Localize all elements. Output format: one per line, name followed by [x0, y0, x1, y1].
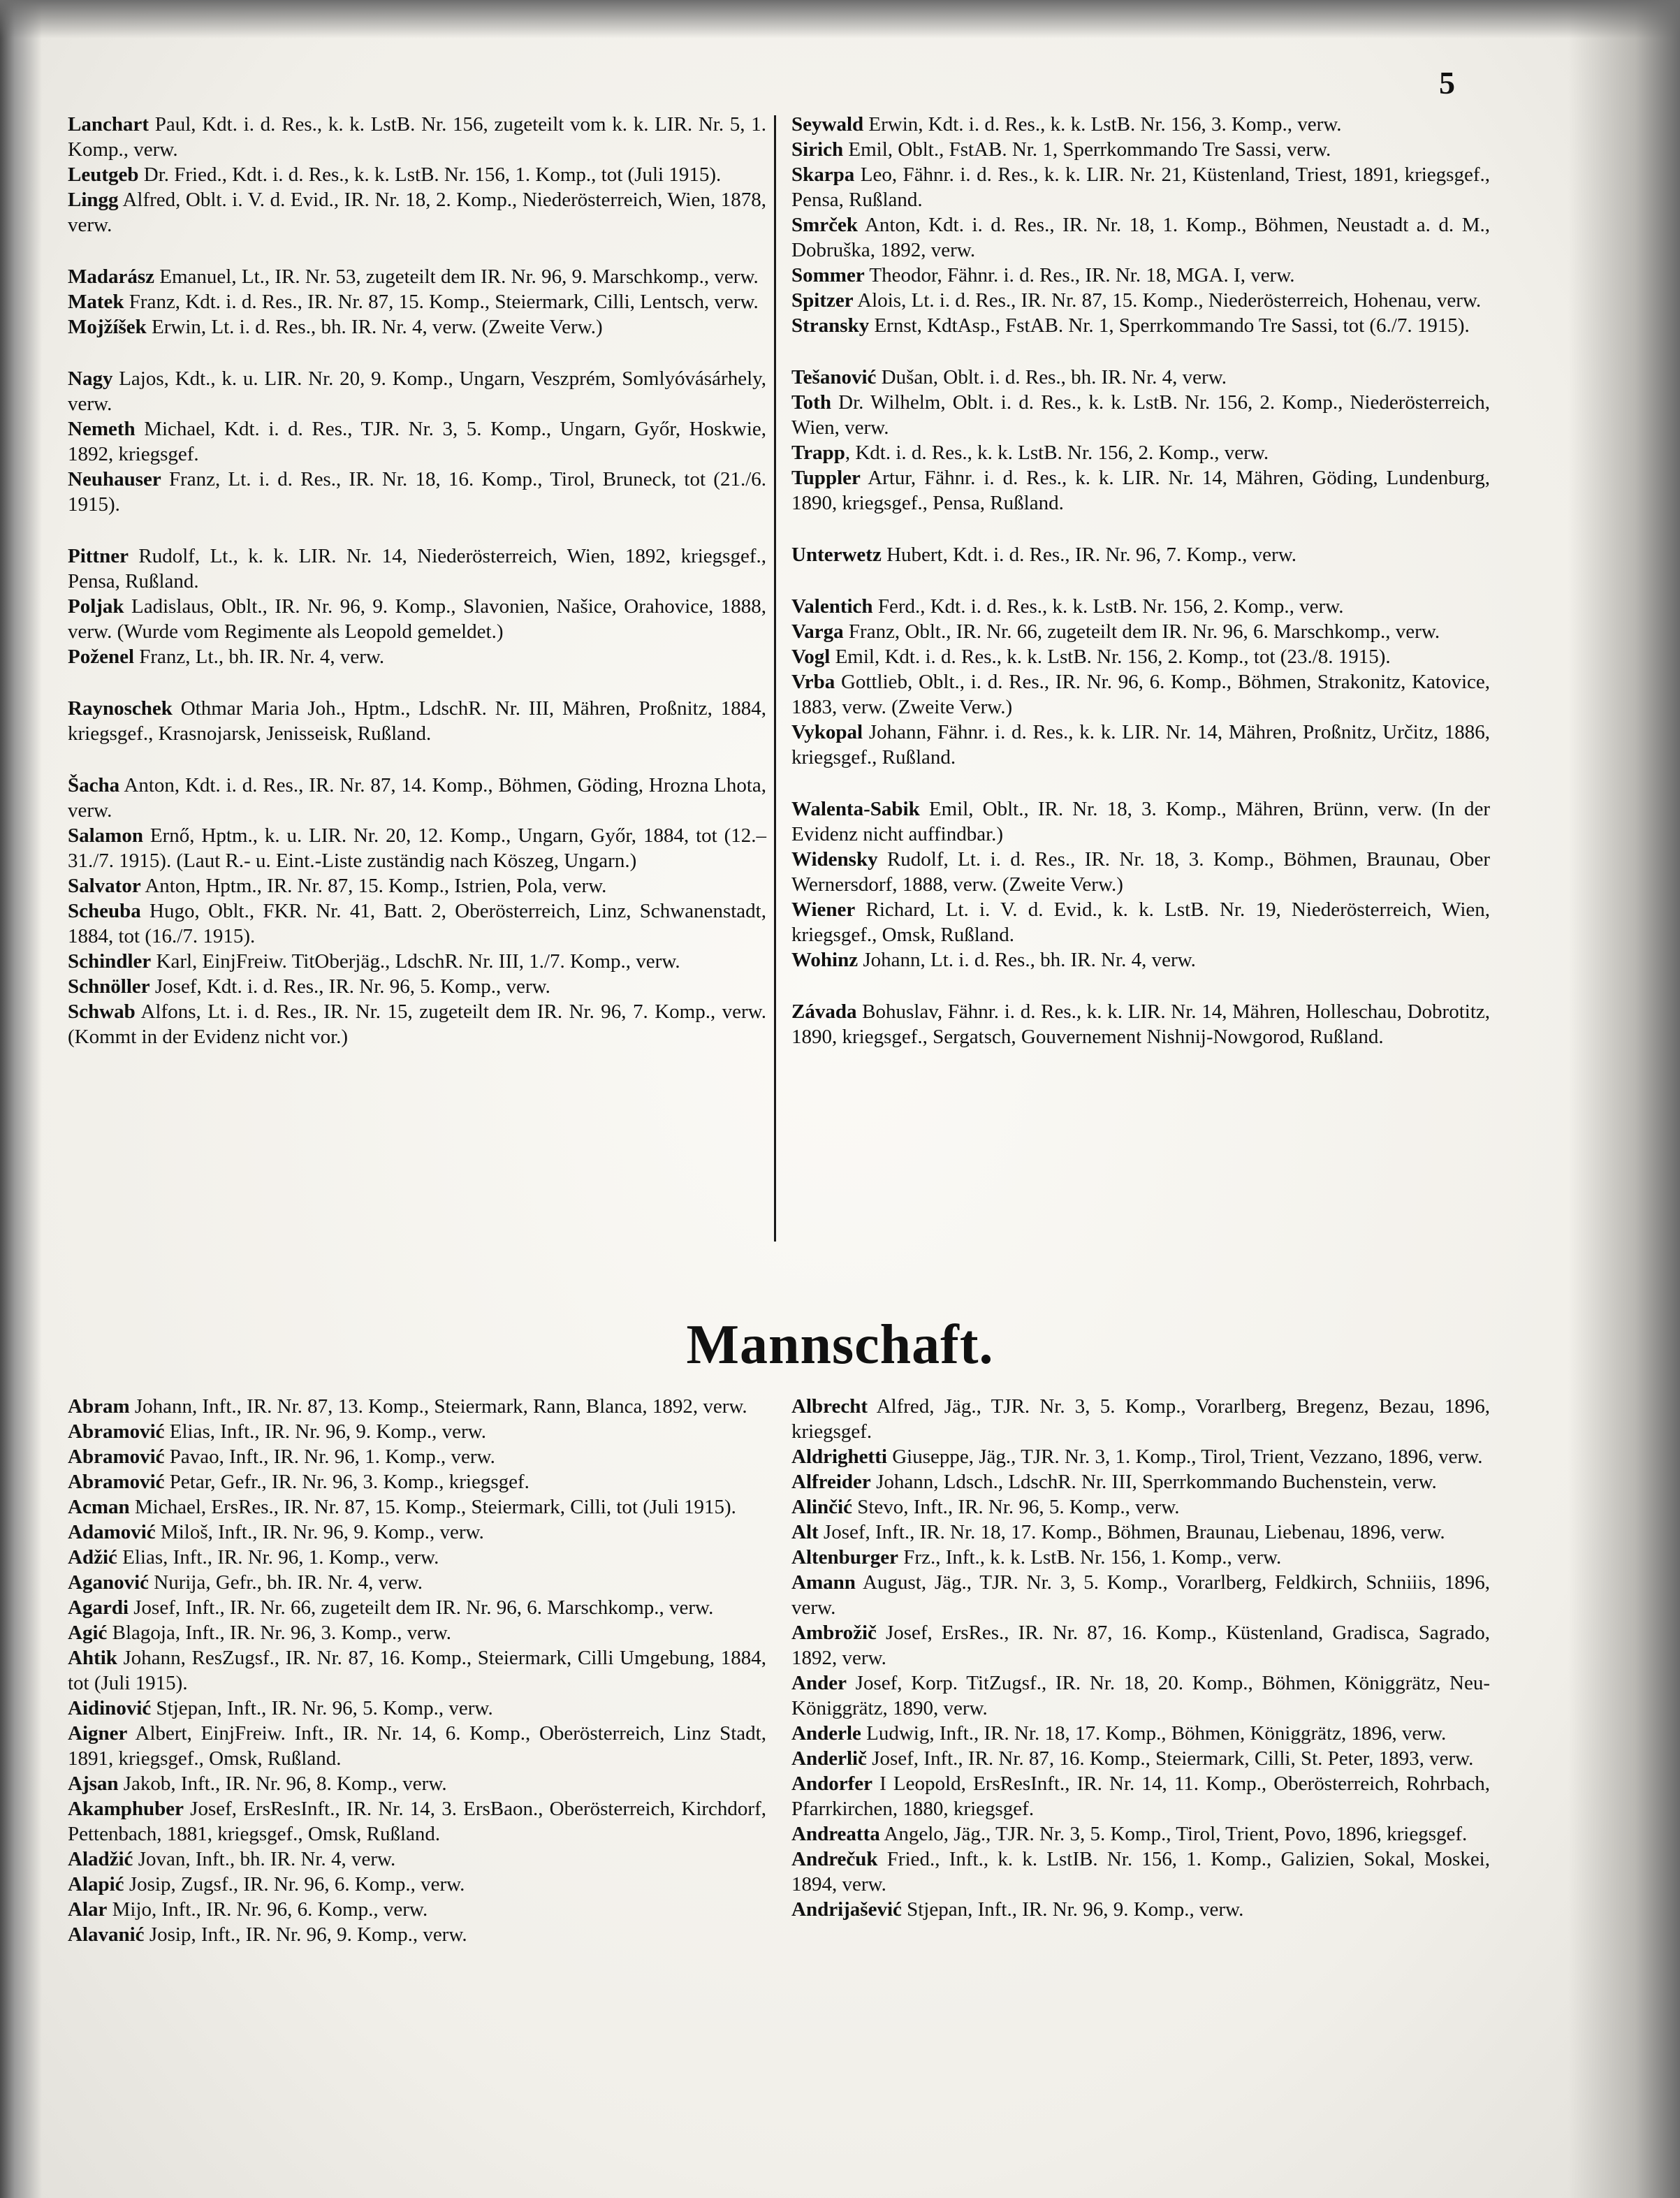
entry-surname: Ander — [791, 1672, 847, 1694]
entry-surname: Alt — [791, 1521, 819, 1543]
entry-details: Ernő, Hptm., k. u. LIR. Nr. 20, 12. Komp., Ungarn, Győr, 1884, tot (12.–31./7. 1915). (Laut R.- u. Eint.-Liste zuständig nach Köszeg, Ungarn.) — [68, 824, 766, 872]
roster-entry — [68, 1922, 766, 1947]
entry-surname: Andreatta — [791, 1823, 880, 1845]
entry-details: Josef, Inft., IR. Nr. 87, 16. Komp., Steiermark, Cilli, St. Peter, 1893, verw. — [866, 1747, 1474, 1770]
roster-entry — [68, 898, 766, 949]
entry-details: Erwin, Lt. i. d. Res., bh. IR. Nr. 4, verw. (Zweite Verw.) — [146, 316, 603, 338]
roster-entry — [791, 644, 1490, 669]
entry-details: Jovan, Inft., bh. IR. Nr. 4, verw. — [133, 1848, 396, 1870]
entry-surname: Wohinz — [791, 949, 859, 971]
roster-entry — [791, 162, 1490, 212]
entry-surname: Tešanović — [791, 366, 877, 388]
entry-surname: Aldrighetti — [791, 1446, 887, 1468]
entry-details: Josef, Kdt. i. d. Res., IR. Nr. 96, 5. Komp., verw. — [149, 975, 550, 998]
roster-entry — [68, 416, 766, 467]
entry-surname: Lingg — [68, 189, 119, 211]
roster-entry — [791, 1570, 1490, 1620]
entry-surname: Nagy — [68, 367, 113, 390]
scan-shadow-right — [1568, 0, 1680, 2198]
roster-entry — [791, 1897, 1490, 1922]
entry-details: Stjepan, Inft., IR. Nr. 96, 9. Komp., verw. — [901, 1898, 1244, 1921]
roster-entry — [68, 644, 766, 669]
entry-surname: Aladžić — [68, 1848, 133, 1870]
entry-details: Johann, Lt. i. d. Res., bh. IR. Nr. 4, verw. — [858, 949, 1196, 971]
roster-entry — [68, 873, 766, 898]
entry-details: Johann, Fähnr. i. d. Res., k. k. LIR. Nr. 14, Mähren, Proßnitz, Určitz, 1886, kriegsgef., Rußland. — [791, 721, 1490, 769]
entry-details: Michael, ErsRes., IR. Nr. 87, 15. Komp., Steiermark, Cilli, tot (Juli 1915). — [129, 1496, 736, 1518]
roster-entry — [791, 1671, 1490, 1721]
entry-details: Franz, Oblt., IR. Nr. 66, zugeteilt dem IR. Nr. 96, 6. Marschkomp., verw. — [843, 620, 1440, 643]
roster-entry — [68, 187, 766, 238]
roster-entry — [791, 1494, 1490, 1520]
roster-entry — [791, 263, 1490, 288]
entry-surname: Matek — [68, 291, 124, 313]
entry-surname: Salamon — [68, 824, 143, 847]
roster-entry — [791, 288, 1490, 313]
entry-details: Richard, Lt. i. V. d. Evid., k. k. LstB. Nr. 19, Niederösterreich, Wien, kriegsgef., Omsk, Rußland. — [791, 898, 1490, 946]
entry-surname: Andrijašević — [791, 1898, 902, 1921]
entry-details: Anton, Hptm., IR. Nr. 87, 15. Komp., Istrien, Pola, verw. — [140, 875, 607, 897]
roster-entry — [791, 1847, 1490, 1897]
entry-surname: Seywald — [791, 113, 864, 136]
entry-surname: Altenburger — [791, 1546, 899, 1569]
page-number: 5 — [1439, 65, 1455, 101]
roster-entry — [791, 390, 1490, 440]
entry-surname: Toth — [791, 391, 831, 414]
roster-entry — [791, 212, 1490, 263]
roster-entry — [791, 1620, 1490, 1671]
entry-surname: Anderle — [791, 1722, 861, 1745]
roster-entry — [791, 594, 1490, 619]
roster-entry — [68, 467, 766, 517]
roster-entry — [68, 1620, 766, 1645]
entry-details: Josef, Inft., IR. Nr. 66, zugeteilt dem IR. Nr. 96, 6. Marschkomp., verw. — [129, 1596, 714, 1619]
entry-surname: Abram — [68, 1395, 130, 1418]
officers-column-left — [68, 112, 766, 1049]
roster-entry — [791, 137, 1490, 162]
entry-details: Josef, Korp. TitZugsf., IR. Nr. 18, 20. Komp., Böhmen, Königgrätz, Neu-Königgrätz, 1890, verw. — [791, 1672, 1490, 1719]
roster-entry — [791, 313, 1490, 338]
scan-shadow-top — [0, 0, 1680, 38]
entry-details: Erwin, Kdt. i. d. Res., k. k. LstB. Nr. 156, 3. Komp., verw. — [863, 113, 1342, 136]
entry-surname: Acman — [68, 1496, 130, 1518]
entry-details: Franz, Lt., bh. IR. Nr. 4, verw. — [134, 646, 385, 668]
entry-surname: Andorfer — [791, 1773, 872, 1795]
entry-details: Emanuel, Lt., IR. Nr. 53, zugeteilt dem IR. Nr. 96, 9. Marschkomp., verw. — [154, 265, 759, 288]
entry-details: Pavao, Inft., IR. Nr. 96, 1. Komp., verw. — [164, 1446, 495, 1468]
entry-surname: Ambrožič — [791, 1622, 877, 1644]
entry-details: Artur, Fähnr. i. d. Res., k. k. LIR. Nr. 14, Mähren, Göding, Lundenburg, 1890, kriegsgef., Pensa, Rußland. — [791, 467, 1490, 514]
entry-surname: Scheuba — [68, 900, 141, 922]
entry-surname: Vykopal — [791, 721, 863, 743]
entry-details: Franz, Lt. i. d. Res., IR. Nr. 18, 16. Komp., Tirol, Bruneck, tot (21./6. 1915). — [68, 468, 766, 516]
entry-details: I Leopold, ErsResInft., IR. Nr. 14, 11. Komp., Oberösterreich, Rohrbach, Pfarrkirchen, 1880, kriegsgef. — [791, 1773, 1490, 1820]
roster-entry — [68, 1696, 766, 1721]
roster-entry — [68, 112, 766, 162]
entry-details: Emil, Oblt., FstAB. Nr. 1, Sperrkommando Tre Sassi, verw. — [843, 138, 1331, 161]
roster-entry — [68, 1545, 766, 1570]
roster-entry — [791, 1721, 1490, 1746]
roster-entry — [68, 773, 766, 823]
roster-entry — [68, 1520, 766, 1545]
entry-details: Stevo, Inft., IR. Nr. 96, 5. Komp., verw. — [852, 1496, 1180, 1518]
roster-entry — [791, 1444, 1490, 1469]
roster-entry — [68, 1645, 766, 1696]
entry-surname: Valentich — [791, 595, 873, 618]
entry-surname: Walenta-Sabik — [791, 798, 920, 820]
entry-surname: Alar — [68, 1898, 108, 1921]
roster-entry — [68, 1419, 766, 1444]
entry-details: Miloš, Inft., IR. Nr. 96, 9. Komp., verw. — [155, 1521, 484, 1543]
roster-entry — [791, 365, 1490, 390]
entry-surname: Wiener — [791, 898, 856, 921]
entry-surname: Poljak — [68, 595, 124, 618]
entry-details: Frz., Inft., k. k. LstB. Nr. 156, 1. Komp., verw. — [898, 1546, 1282, 1569]
entry-details: Johann, ResZugsf., IR. Nr. 87, 16. Komp., Steiermark, Cilli Umgebung, 1884, tot (Juli 1915). — [68, 1647, 766, 1694]
roster-entry — [791, 1394, 1490, 1444]
entry-surname: Stransky — [791, 314, 870, 337]
roster-entry — [791, 947, 1490, 973]
roster-entry — [68, 594, 766, 644]
entry-surname: Nemeth — [68, 418, 136, 440]
entry-surname: Aidinović — [68, 1697, 152, 1719]
entry-details: Paul, Kdt. i. d. Res., k. k. LstB. Nr. 156, zugeteilt vom k. k. LIR. Nr. 5, 1. Komp., verw. — [68, 113, 766, 161]
entry-details: Dr. Wilhelm, Oblt. i. d. Res., k. k. LstB. Nr. 156, 2. Komp., Niederösterreich, Wien, verw. — [791, 391, 1490, 439]
entry-details: Karl, EinjFreiw. TitOberjäg., LdschR. Nr. III, 1./7. Komp., verw. — [151, 950, 680, 973]
roster-entry — [791, 720, 1490, 770]
entry-details: Giuseppe, Jäg., TJR. Nr. 3, 1. Komp., Tirol, Trient, Vezzano, 1896, verw. — [886, 1446, 1483, 1468]
entry-surname: Sirich — [791, 138, 844, 161]
roster-entry — [68, 366, 766, 416]
entry-surname: Neuhauser — [68, 468, 161, 490]
enlisted-column-right — [791, 1394, 1490, 1922]
entry-details: Theodor, Fähnr. i. d. Res., IR. Nr. 18, MGA. I, verw. — [864, 264, 1295, 286]
roster-entry — [68, 264, 766, 289]
entry-surname: Amann — [791, 1571, 856, 1594]
entry-surname: Agardi — [68, 1596, 129, 1619]
entry-details: Petar, Gefr., IR. Nr. 96, 3. Komp., kriegsgef. — [164, 1471, 529, 1493]
scan-shadow-left — [0, 0, 42, 2198]
roster-entry — [791, 440, 1490, 465]
roster-entry — [791, 465, 1490, 516]
entry-surname: Schnöller — [68, 975, 150, 998]
roster-entry — [68, 314, 766, 340]
entry-surname: Aganović — [68, 1571, 149, 1594]
roster-entry — [791, 619, 1490, 644]
entry-surname: Abramović — [68, 1420, 165, 1443]
roster-entry — [791, 1746, 1490, 1771]
entry-surname: Mojžíšek — [68, 316, 147, 338]
roster-entry — [68, 1897, 766, 1922]
roster-entry — [68, 1796, 766, 1847]
roster-entry — [68, 1570, 766, 1595]
entry-details: Jakob, Inft., IR. Nr. 96, 8. Komp., verw. — [118, 1773, 447, 1795]
entry-details: Ferd., Kdt. i. d. Res., k. k. LstB. Nr. 156, 2. Komp., verw. — [872, 595, 1344, 618]
entry-surname: Albrecht — [791, 1395, 868, 1418]
entry-details: , Kdt. i. d. Res., k. k. LstB. Nr. 156, 2. Komp., verw. — [845, 442, 1269, 464]
entry-surname: Ahtik — [68, 1647, 117, 1669]
entry-details: Angelo, Jäg., TJR. Nr. 3, 5. Komp., Tirol, Trient, Povo, 1896, kriegsgef. — [879, 1823, 1468, 1845]
entry-surname: Pittner — [68, 545, 129, 567]
roster-entry — [791, 669, 1490, 720]
entry-details: Ludwig, Inft., IR. Nr. 18, 17. Komp., Böhmen, Königgrätz, 1896, verw. — [861, 1722, 1447, 1745]
entry-surname: Andrečuk — [791, 1848, 878, 1870]
entry-surname: Trapp — [791, 442, 845, 464]
roster-entry — [68, 1494, 766, 1520]
entry-surname: Skarpa — [791, 163, 855, 186]
entry-details: Josip, Zugsf., IR. Nr. 96, 6. Komp., verw. — [124, 1873, 465, 1895]
entry-details: Stjepan, Inft., IR. Nr. 96, 5. Komp., verw. — [151, 1697, 493, 1719]
entry-details: Anton, Kdt. i. d. Res., IR. Nr. 87, 14. Komp., Böhmen, Göding, Hrozna Lhota, verw. — [68, 774, 766, 822]
entry-surname: Agić — [68, 1622, 108, 1644]
entry-surname: Poženel — [68, 646, 135, 668]
entry-details: Elias, Inft., IR. Nr. 96, 1. Komp., verw. — [117, 1546, 439, 1569]
roster-entry — [791, 542, 1490, 567]
entry-surname: Schwab — [68, 1000, 136, 1023]
entry-surname: Alinčić — [791, 1496, 852, 1518]
roster-entry — [68, 823, 766, 873]
entry-surname: Alfreider — [791, 1471, 871, 1493]
roster-entry — [68, 544, 766, 594]
entry-details: Gottlieb, Oblt., i. d. Res., IR. Nr. 96, 6. Komp., Böhmen, Strakonitz, Katovice, 1883, verw. (Zweite Verw.) — [791, 671, 1490, 718]
entry-details: Johann, Ldsch., LdschR. Nr. III, Sperrkommando Buchenstein, verw. — [870, 1471, 1437, 1493]
entry-surname: Spitzer — [791, 289, 854, 312]
roster-entry — [791, 796, 1490, 847]
entry-details: Josef, ErsResInft., IR. Nr. 14, 3. ErsBaon., Oberösterreich, Kirchdorf, Pettenbach, 1881, kriegsgef., Omsk, Rußland. — [68, 1798, 766, 1845]
entry-details: Alois, Lt. i. d. Res., IR. Nr. 87, 15. Komp., Niederösterreich, Hohenau, verw. — [853, 289, 1482, 312]
entry-surname: Alavanić — [68, 1923, 145, 1946]
entry-surname: Adžić — [68, 1546, 117, 1569]
entry-details: Emil, Kdt. i. d. Res., k. k. LstB. Nr. 156, 2. Komp., tot (23./8. 1915). — [830, 646, 1391, 668]
section-heading: Mannschaft. — [686, 1314, 994, 1376]
roster-entry — [791, 1771, 1490, 1821]
entry-details: Michael, Kdt. i. d. Res., TJR. Nr. 3, 5. Komp., Ungarn, Győr, Hoskwie, 1892, kriegsgef. — [68, 418, 766, 465]
entry-details: Emil, Oblt., IR. Nr. 18, 3. Komp., Mähren, Brünn, verw. (In der Evidenz nicht auffindbar.) — [791, 798, 1490, 845]
entry-surname: Salvator — [68, 875, 141, 897]
entry-surname: Šacha — [68, 774, 120, 796]
entry-details: Hubert, Kdt. i. d. Res., IR. Nr. 96, 7. Komp., verw. — [881, 544, 1297, 566]
entry-surname: Unterwetz — [791, 544, 882, 566]
entry-details: Albert, EinjFreiw. Inft., IR. Nr. 14, 6. Komp., Oberösterreich, Linz Stadt, 1891, kriegsgef., Omsk, Rußland. — [68, 1722, 766, 1770]
entry-details: Blagoja, Inft., IR. Nr. 96, 3. Komp., verw. — [107, 1622, 452, 1644]
entry-details: Josef, Inft., IR. Nr. 18, 17. Komp., Böhmen, Braunau, Liebenau, 1896, verw. — [818, 1521, 1445, 1543]
roster-entry — [68, 1721, 766, 1771]
entry-details: Ladislaus, Oblt., IR. Nr. 96, 9. Komp., Slavonien, Našice, Orahovice, 1888, verw. (Wurde vom Regimente als Leopold gemeldet.) — [68, 595, 766, 643]
roster-entry — [791, 1469, 1490, 1494]
entry-surname: Raynoschek — [68, 697, 173, 720]
roster-entry — [68, 289, 766, 314]
entry-details: August, Jäg., TJR. Nr. 3, 5. Komp., Vorarlberg, Feldkirch, Schniiis, 1896, verw. — [791, 1571, 1490, 1619]
roster-entry — [791, 1545, 1490, 1570]
entry-surname: Leutgeb — [68, 163, 139, 186]
roster-entry — [791, 112, 1490, 137]
entry-details: Alfons, Lt. i. d. Res., IR. Nr. 15, zugeteilt dem IR. Nr. 96, 7. Komp., verw. (Kommt in der Evidenz nicht vor.) — [68, 1000, 766, 1048]
entry-details: Rudolf, Lt., k. k. LIR. Nr. 14, Niederösterreich, Wien, 1892, kriegsgef., Pensa, Rußland. — [68, 545, 766, 592]
entry-details: Elias, Inft., IR. Nr. 96, 9. Komp., verw. — [164, 1420, 486, 1443]
entry-surname: Varga — [791, 620, 844, 643]
entry-surname: Alapić — [68, 1873, 124, 1895]
entry-details: Bohuslav, Fähnr. i. d. Res., k. k. LIR. Nr. 14, Mähren, Holleschau, Dobrotitz, 1890, kriegsgef., Sergatsch, Gouvernement Nishnij-Nowgorod, Rußland. — [791, 1000, 1490, 1048]
roster-entry — [68, 1469, 766, 1494]
officers-column-right — [791, 112, 1490, 1049]
entry-details: Alfred, Jäg., TJR. Nr. 3, 5. Komp., Vorarlberg, Bregenz, Bezau, 1896, kriegsgef. — [791, 1395, 1490, 1443]
entry-details: Alfred, Oblt. i. V. d. Evid., IR. Nr. 18, 2. Komp., Niederösterreich, Wien, 1878, verw. — [68, 189, 766, 236]
entry-surname: Vogl — [791, 646, 831, 668]
roster-entry — [68, 696, 766, 746]
entry-details: Nurija, Gefr., bh. IR. Nr. 4, verw. — [149, 1571, 423, 1594]
column-divider — [774, 115, 776, 1242]
entry-surname: Madarász — [68, 265, 155, 288]
roster-entry — [68, 974, 766, 999]
entry-surname: Sommer — [791, 264, 865, 286]
roster-entry — [791, 1821, 1490, 1847]
entry-details: Othmar Maria Joh., Hptm., LdschR. Nr. III, Mähren, Proßnitz, 1884, kriegsgef., Krasnojarsk, Jenisseisk, Rußland. — [68, 697, 766, 745]
entry-details: Josip, Inft., IR. Nr. 96, 9. Komp., verw. — [144, 1923, 467, 1946]
roster-entry — [791, 999, 1490, 1049]
roster-entry — [791, 847, 1490, 897]
entry-details: Rudolf, Lt. i. d. Res., IR. Nr. 18, 3. Komp., Böhmen, Braunau, Ober Wernersdorf, 1888, verw. (Zweite Verw.) — [791, 848, 1490, 896]
entry-surname: Schindler — [68, 950, 152, 973]
roster-entry — [68, 999, 766, 1049]
entry-details: Mijo, Inft., IR. Nr. 96, 6. Komp., verw. — [107, 1898, 428, 1921]
entry-surname: Tuppler — [791, 467, 861, 489]
entry-details: Dušan, Oblt. i. d. Res., bh. IR. Nr. 4, verw. — [876, 366, 1227, 388]
entry-surname: Lanchart — [68, 113, 149, 136]
roster-entry — [68, 1595, 766, 1620]
roster-entry — [68, 1771, 766, 1796]
entry-details: Lajos, Kdt., k. u. LIR. Nr. 20, 9. Komp., Ungarn, Veszprém, Somlyóvásárhely, verw. — [68, 367, 766, 415]
roster-entry — [791, 1520, 1490, 1545]
entry-surname: Akamphuber — [68, 1798, 184, 1820]
roster-entry — [68, 1394, 766, 1419]
roster-entry — [68, 1847, 766, 1872]
entry-details: Josef, ErsRes., IR. Nr. 87, 16. Komp., Küstenland, Gradisca, Sagrado, 1892, verw. — [791, 1622, 1490, 1669]
entry-surname: Abramović — [68, 1471, 165, 1493]
entry-details: Hugo, Oblt., FKR. Nr. 41, Batt. 2, Oberösterreich, Linz, Schwanenstadt, 1884, tot (16./7. 1915). — [68, 900, 766, 947]
entry-surname: Adamović — [68, 1521, 156, 1543]
entry-details: Ernst, KdtAsp., FstAB. Nr. 1, Sperrkommando Tre Sassi, tot (6./7. 1915). — [869, 314, 1470, 337]
entry-surname: Widensky — [791, 848, 878, 871]
roster-entry — [791, 897, 1490, 947]
entry-details: Fried., Inft., k. k. LstIB. Nr. 156, 1. Komp., Galizien, Sokal, Moskei, 1894, verw. — [791, 1848, 1490, 1895]
entry-surname: Aigner — [68, 1722, 128, 1745]
entry-surname: Vrba — [791, 671, 835, 693]
entry-details: Johann, Inft., IR. Nr. 87, 13. Komp., Steiermark, Rann, Blanca, 1892, verw. — [129, 1395, 747, 1418]
entry-details: Leo, Fähnr. i. d. Res., k. k. LIR. Nr. 21, Küstenland, Triest, 1891, kriegsgef., Pensa, Rußland. — [791, 163, 1490, 211]
roster-entry — [68, 949, 766, 974]
entry-surname: Závada — [791, 1000, 857, 1023]
entry-surname: Anderlič — [791, 1747, 867, 1770]
entry-details: Dr. Fried., Kdt. i. d. Res., k. k. LstB. Nr. 156, 1. Komp., tot (Juli 1915). — [138, 163, 722, 186]
roster-entry — [68, 1872, 766, 1897]
roster-entry — [68, 1444, 766, 1469]
entry-surname: Smrček — [791, 214, 859, 236]
entry-surname: Ajsan — [68, 1773, 119, 1795]
enlisted-column-left — [68, 1394, 766, 1947]
roster-entry — [68, 162, 766, 187]
entry-details: Anton, Kdt. i. d. Res., IR. Nr. 18, 1. Komp., Böhmen, Neustadt a. d. M., Dobruška, 1892, verw. — [791, 214, 1490, 261]
entry-surname: Abramović — [68, 1446, 165, 1468]
entry-details: Franz, Kdt. i. d. Res., IR. Nr. 87, 15. Komp., Steiermark, Cilli, Lentsch, verw. — [124, 291, 759, 313]
